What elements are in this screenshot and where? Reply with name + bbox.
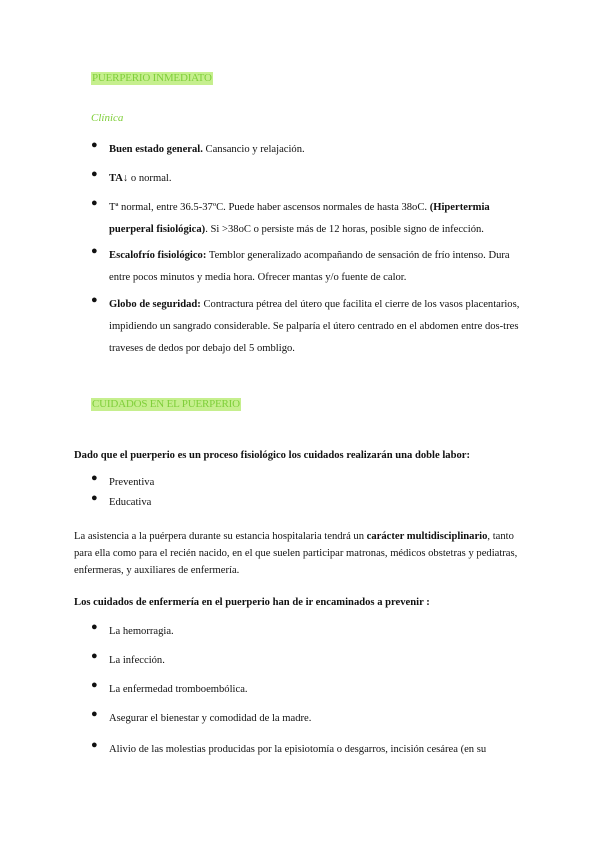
item-text: o normal.: [128, 173, 172, 184]
assistance-paragraph: [74, 528, 529, 579]
care-item: La enfermedad tromboembólica.: [109, 684, 248, 695]
item-text: Temblor generalizado acompañando de sensación de frío intenso. Dura entre pocos minutos y media hora. Ofrecer mantas y/o fuente de calor.: [109, 250, 510, 283]
item-bold: Escalofrío fisiológico:: [109, 250, 207, 261]
bullet-icon: ●: [91, 621, 98, 633]
list-item: [91, 197, 521, 241]
list-item: [91, 679, 521, 701]
list-item: [91, 650, 521, 672]
care-item: Asegurar el bienestar y comodidad de la madre.: [109, 713, 312, 724]
bullet-icon: ●: [91, 492, 98, 504]
bullet-icon: ●: [91, 739, 98, 751]
list-item: [91, 708, 521, 730]
item-bold: Globo de seguridad:: [109, 299, 201, 310]
subheading-clinica: Clínica: [91, 112, 124, 124]
labor-item: Educativa: [109, 497, 152, 508]
section-heading-cuidados: CUIDADOS EN EL PUERPERIO: [92, 398, 240, 410]
list-item: [91, 139, 521, 161]
bullet-icon: ●: [91, 294, 98, 306]
list-item: [91, 245, 521, 289]
item-text: . Si >38oC o persiste más de 12 horas, posible signo de infección.: [205, 224, 484, 235]
list-item: [91, 621, 521, 643]
section-heading-puerperio-inmediato: PUERPERIO INMEDIATO: [92, 72, 212, 84]
care-item: La hemorragia.: [109, 626, 174, 637]
item-bold: (Hipertermia puerperal fisiológica): [109, 202, 490, 235]
intro-bold-text: Dado que el puerperio es un proceso fisiológico los cuidados realizarán una doble labor:: [74, 450, 471, 461]
bullet-icon: ●: [91, 708, 98, 720]
list-item: [91, 294, 521, 360]
list-item: [91, 492, 521, 514]
labor-item: Preventiva: [109, 477, 155, 488]
item-text: Cansancio y relajación.: [202, 144, 305, 155]
paragraph-bold: carácter multidisciplinario: [366, 531, 488, 542]
bullet-icon: ●: [91, 472, 98, 484]
bullet-icon: ●: [91, 139, 98, 151]
list-item: [91, 472, 521, 494]
item-bold: Buen estado general.: [109, 144, 203, 155]
care-item: La infección.: [109, 655, 165, 666]
bullet-icon: ●: [91, 245, 98, 257]
list-item: [91, 739, 521, 761]
list-item: [91, 168, 521, 190]
care-heading: Los cuidados de enfermería en el puerperio han de ir encaminados a prevenir :: [74, 597, 430, 608]
bullet-icon: ●: [91, 197, 98, 209]
paragraph-pre: La asistencia a la puérpera durante su estancia hospitalaria tendrá un: [74, 531, 367, 542]
item-text: Contractura pétrea del útero que facilita el cierre de los vasos placentarios, impidiendo un sangrado considerable. Se palparía el útero centrado en el abdomen entre dos-tres traveses de dedos por debajo del 5 ombligo.: [109, 299, 520, 354]
paragraph-post: , tanto para ella como para el recién nacido, en el que suelen participar matronas, médicos obstetras y pediatras, enfermeras, y auxiliares de enfermería.: [74, 531, 518, 576]
item-bold: TA↓: [109, 173, 129, 184]
bullet-icon: ●: [91, 679, 98, 691]
bullet-icon: ●: [91, 168, 98, 180]
bullet-icon: ●: [91, 650, 98, 662]
item-pre: Tª normal, entre 36.5-37ºC. Puede haber ascensos normales de hasta 38oC.: [109, 202, 430, 213]
care-item: Alivio de las molestias producidas por la episiotomía o desgarros, incisión cesárea (en su: [109, 744, 487, 755]
